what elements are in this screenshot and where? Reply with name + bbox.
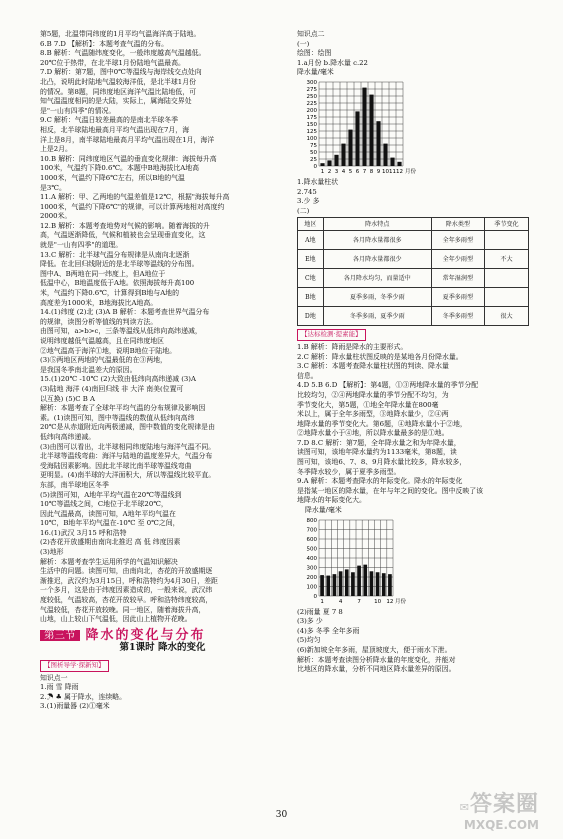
y-tick-label: 300 <box>306 565 317 572</box>
text-line: 低纬向高纬递减。 <box>40 432 96 441</box>
text-line: 解析：本题考查读图分析降水量的年度变化，并能对 <box>297 655 456 664</box>
text-line: 季节变化大，第5题，①地全年降水量在800毫 <box>297 400 439 409</box>
x-axis-label: 月份 <box>405 168 417 175</box>
text-line: 2.☂ ♣ 属于降水，连续略。 <box>40 692 127 701</box>
text-line: 6.B 7.D 【解析】：本题考查气温的分布。 <box>40 39 169 48</box>
precip-bar <box>382 573 386 596</box>
text-line: 7.D 解析：第7题，图中0℃等温线与海岸线交点处向 <box>40 68 202 77</box>
y-tick-label: 400 <box>306 555 317 562</box>
text-line: 读图可知，该地年降水量约为1133毫米，第8题，读 <box>297 448 457 457</box>
text-line: 知气温温度相同的是大陆，实际上，属海陆交界处 <box>40 97 192 106</box>
table-header: 季节变化 <box>484 218 528 231</box>
table-cell: 常年湿润型 <box>431 269 484 288</box>
table-cell: 各月降水量都很少 <box>323 250 431 269</box>
table-header: 降水类型 <box>431 218 484 231</box>
table-row <box>298 269 529 288</box>
text-line: 1.B 解析：降雨是降水的主要形式。 <box>297 342 408 351</box>
precip-bar <box>355 111 359 166</box>
y-tick-label: 125 <box>306 128 317 135</box>
text-line: 1.a月份 b.降水量 c.22 <box>297 58 368 67</box>
precipitation-bar-chart <box>297 516 407 608</box>
text-line: 低温中心，B地温度低于A地。依照海拔每升高100 <box>40 279 195 288</box>
text-line: 说明纬度越低气温越高，且在同纬度地区 <box>40 337 165 345</box>
text-line: 3.C 解析：本题考查降水量柱状图的判读、降水量 <box>297 362 449 371</box>
y-tick-label: 200 <box>306 107 317 114</box>
text-line: 生活中的问题。读图可知，由南向北，杏花的开放盛期逐 <box>40 567 213 576</box>
table-cell: D地 <box>298 307 324 326</box>
guide-tag: 【图析导学·探新知】 <box>40 660 109 672</box>
table-row <box>298 250 529 269</box>
text-line: 知识点一 <box>40 673 68 682</box>
text-line: 20℃位于热带，在北半球1月份陆地气温最高。 <box>40 58 185 67</box>
text-line: 20℃是从赤道附近向两极递减，图中数值的变化规律是由 <box>40 423 215 432</box>
x-tick-label: 3 <box>334 168 339 175</box>
precip-bar <box>369 95 373 166</box>
text-line: 一个多月，这是由于纬度因素造成的，一般来说，武汉纬 <box>40 586 213 595</box>
text-line: 解析：本题考查学生运用所学的气温知识解决 <box>40 557 178 566</box>
text-line: 就是"一山有四季"的道理。 <box>40 241 123 250</box>
table-row <box>298 231 529 250</box>
x-tick-label: 12 <box>386 598 394 605</box>
table-cell: 不大 <box>484 250 528 269</box>
text-line: 受海陆因素影响。因此北半球比南半球等温线弯曲 <box>40 461 192 470</box>
precip-bar <box>341 144 345 166</box>
precip-bar <box>397 162 401 166</box>
y-tick-label: 0 <box>313 593 317 600</box>
text-line: 的情况。第8题，同纬度地区海洋气温比陆地低，可 <box>40 87 196 96</box>
precip-bar <box>327 160 331 166</box>
table-cell <box>484 231 528 250</box>
text-line: 1.雨 雪 降雨 <box>40 683 79 692</box>
text-line: 10℃等温线之间，C地位于北半球20℃， <box>40 500 168 509</box>
text-line: 洋上是8月，南半球陆地最高月平均气温出现在1月，海洋 <box>40 135 215 144</box>
precip-bar <box>333 574 337 596</box>
x-tick-label: 11 <box>389 168 396 175</box>
lesson-title: 第1课时 降水的变化 <box>119 642 206 654</box>
x-tick-label: 6 <box>355 168 360 175</box>
text-line: 15.(1)20℃ -10℃ (2)大致由低纬向高纬递减 (3)A <box>40 375 196 384</box>
text-line: 13.C 解析：北半球气温分布规律是从南向北逐渐 <box>40 250 190 259</box>
text-line: 14.(1)纬度 (2)北 (3)A B 解析：本题考查世界气温分布 <box>40 308 210 317</box>
y-tick-label: 800 <box>306 517 317 524</box>
precip-bar <box>363 564 367 595</box>
text-line: 相反，北半球陆地最高月平均气温出现在7月，海 <box>40 125 190 134</box>
text-line: (3)⑤两地区两地的气温最低的在③两地， <box>40 356 167 365</box>
table-cell: 全年多雨型 <box>431 231 484 250</box>
x-tick-label: 10 <box>382 168 389 175</box>
table-cell: A地 <box>298 231 324 250</box>
text-line: 3.少 多 <box>297 197 320 206</box>
text-line: 由图可知，a>b>c，三条等温线从低纬向高纬递减， <box>40 327 202 336</box>
table-header: 降水特点 <box>323 218 431 231</box>
text-line: 度较低，气温较高，杏花开放较早。呼和浩特纬度较高， <box>40 596 213 605</box>
text-line: (4)多 冬季 全年多雨 <box>297 626 360 635</box>
y-tick-label: 0 <box>313 163 317 170</box>
table-cell: 夏季多雨，冬季少雨 <box>323 288 431 307</box>
text-line: 11.A 解析：甲、乙两地的气温差值是12℃，根据"海拔每升高 <box>40 193 230 202</box>
assessment-tag: 【达标检测·提素能】 <box>297 329 366 341</box>
text-line: 渐推迟，武汉约为3月15日，呼和浩特约为4月30日，差距 <box>40 576 218 585</box>
text-line: 第5题，北温带同纬度的1月平均气温海洋高于陆地。 <box>40 30 201 38</box>
text-line: 1000米，气温约下降6℃"的规律，可以计算两地相对高度约 <box>40 202 225 211</box>
text-line: 100米，气温约下降0.6℃。本题中B地海拔比A地高 <box>40 164 199 173</box>
text-line: 东部，南半球地区冬季 <box>40 480 109 489</box>
text-line: 解析：本题考查了全球年平均气温的分布规律及影响因 <box>40 404 206 413</box>
x-tick-label: 7 <box>362 168 367 175</box>
text-line: 信息。 <box>297 371 318 380</box>
text-line: 图可知，该地6、7、8、9月降水量比较多，降水较多， <box>297 458 467 467</box>
y-tick-label: 100 <box>306 135 317 142</box>
y-tick-label: 700 <box>306 527 317 534</box>
text-line: (3)多 少 <box>297 617 323 626</box>
text-line: (3)由图可以看出，北半球相同纬度陆地与海洋气温不同。 <box>40 442 216 451</box>
text-line: (3)陆地 海洋 (4)南回归线 非 大洋 南美(位置可 <box>40 384 184 393</box>
watermark-logo: ✉答案圈 MXQE.COM <box>459 792 539 832</box>
text-line: 3.(1)雨量器 (2)①毫米 <box>40 702 110 711</box>
page-number: 30 <box>275 810 288 820</box>
y-tick-label: 50 <box>310 149 317 156</box>
text-line: 9.C 解析：气温日较差最高的是南北半球冬季 <box>40 116 179 125</box>
y-tick-label: 500 <box>306 546 317 553</box>
precipitation-type-table <box>297 217 529 326</box>
text-line: 米以上，属于全年多雨型，③地降水量少，②④两 <box>297 410 449 419</box>
precip-bar <box>326 575 330 595</box>
precipitation-bar-chart <box>297 78 417 178</box>
table-cell: C地 <box>298 269 324 288</box>
text-line: 冬季降水较少，属于夏季多雨型。 <box>297 467 401 476</box>
section-number: 第三节 <box>40 630 80 642</box>
precip-bar <box>348 130 352 166</box>
chart-y-label: 降水量/毫米 <box>305 506 342 515</box>
text-line: 北凸，说明此时陆地气温较海洋低，是北半球1月份 <box>40 77 196 86</box>
text-line: (5)均匀 <box>297 636 321 645</box>
y-tick-label: 300 <box>306 79 317 86</box>
text-line: (3)地形 <box>40 548 64 557</box>
text-line: 绘图：绘图 <box>297 49 332 58</box>
x-axis-label: 月份 <box>395 598 407 605</box>
table-header: 地区 <box>298 218 324 231</box>
text-line: 10℃，B地年平均气温在-10℃ 至 0℃之间， <box>40 519 180 528</box>
x-tick-label: 10 <box>374 598 382 605</box>
table-cell <box>484 288 528 307</box>
text-line: (6)新加坡全年多雨，屋顶坡度大，便于雨水下泄。 <box>297 646 452 654</box>
text-line: 2000米。 <box>40 212 72 221</box>
x-tick-label: 12 <box>396 168 403 175</box>
text-line: 知识点二 <box>297 30 325 38</box>
y-tick-label: 75 <box>310 142 317 149</box>
text-line: (2)杏花开放盛期由南向北推迟 高 低 纬度因素 <box>40 538 181 547</box>
table-cell: 各月降水量都很多 <box>323 231 431 250</box>
watermark-line2: MXQE.COM <box>463 818 539 832</box>
precip-bar <box>388 574 392 596</box>
text-line: 上是2月。 <box>40 145 72 154</box>
y-tick-label: 200 <box>306 574 317 581</box>
text-line: 4.D 5.B 6.D 【解析】：第4题，①③两地降水量的季节分配 <box>297 381 479 390</box>
text-line: 是我国冬季南北温差大的原因。 <box>40 365 137 374</box>
text-line: 更明显。(4)南半球的大洋面积大，所以等温线比较平直。 <box>40 471 216 480</box>
precip-bar <box>383 144 387 166</box>
text-line: 北半球等温线弯曲：海洋与陆地的温度差异大，气温分布 <box>40 452 213 461</box>
text-line: 图中A、B两地在同一纬度上，但A地位于 <box>40 269 166 278</box>
watermark-line1: 答案圈 <box>469 792 539 817</box>
precip-bar <box>320 163 324 166</box>
text-line: 降水量/毫米 <box>297 68 334 77</box>
table-cell: E地 <box>298 250 324 269</box>
precip-bar <box>351 572 355 596</box>
table-cell: 各月降水均匀，而量适中 <box>323 269 431 288</box>
text-line: 的规律，读图分析等值线的判读方法。 <box>40 317 158 326</box>
text-line: (5)读图可知，A地年平均气温在20℃等温线到 <box>40 490 182 499</box>
table-row <box>298 307 529 326</box>
precip-bar <box>390 158 394 166</box>
text-line: (一) <box>297 39 310 48</box>
text-line: 以互换) (5)C B A <box>40 394 96 403</box>
text-line: 高度差为1000米，B地海拔比A地高。 <box>40 298 158 307</box>
section-banner <box>40 627 285 643</box>
text-line: 1.降水量柱状 <box>297 177 339 186</box>
text-line: 16.(1)武汉 3月15 呼和浩特 <box>40 528 127 537</box>
precip-bar <box>357 565 361 595</box>
precip-bar <box>320 575 324 596</box>
text-line: 7.D 8.C 解析：第7题，全年降水量之和为年降水量， <box>297 438 461 447</box>
table-cell <box>484 269 528 288</box>
left-column <box>40 30 285 712</box>
table-cell: 冬季多雨，夏季少雨 <box>323 307 431 326</box>
precip-bar <box>334 155 338 166</box>
text-line: ②地气温高于海洋①地，说明B地位于陆地。 <box>40 346 176 355</box>
precip-bar <box>370 571 374 596</box>
text-line: 比较均匀，②④两地降水量的季节分配不均匀，为 <box>297 390 449 399</box>
table-row <box>298 288 529 307</box>
y-tick-label: 600 <box>306 536 317 543</box>
text-line: (二) <box>297 206 310 215</box>
text-line: 高，气温逐渐降低，气候和植被也会呈现垂直变化，这 <box>40 231 206 240</box>
text-line: 12.B 解析：本题考查地势对气候的影响。随着海拔的升 <box>40 221 210 230</box>
y-tick-label: 25 <box>310 156 317 163</box>
table-cell: 很大 <box>484 307 528 326</box>
table-cell: 冬季多雨型 <box>431 307 484 326</box>
section-title: 降水的变化与分布 <box>85 627 206 643</box>
y-tick-label: 225 <box>306 100 317 107</box>
text-line: 2.745 <box>297 187 317 196</box>
text-line: ②地降水量小于④地，所以降水量最多的是①地。 <box>297 429 449 438</box>
precip-bar <box>345 569 349 596</box>
y-tick-label: 250 <box>306 93 317 100</box>
text-line: 山地，山上较山下气温低，因此山上植物开花晚。 <box>40 615 192 624</box>
x-tick-label: 1 <box>320 168 325 175</box>
y-tick-label: 175 <box>306 114 317 121</box>
text-line: 气温较低，杏花开放较晚。同一地区，随着海拔升高， <box>40 605 206 614</box>
precip-bar <box>339 571 343 596</box>
x-tick-label: 9 <box>376 168 381 175</box>
text-line: 9.A 解析：本题考查降水的年际变化。降水的年际变化 <box>297 477 463 486</box>
precip-bar <box>362 88 366 166</box>
text-line: 地降水量的季节变化大。第6题，④地降水量小于②地， <box>297 419 467 428</box>
x-tick-label: 7 <box>357 598 361 605</box>
text-line: 2.C 解析：降水量柱状图反映的是某地各月份降水量。 <box>297 352 463 361</box>
x-tick-label: 4 <box>341 168 346 175</box>
table-cell: 全年少雨型 <box>431 250 484 269</box>
text-line: 米，气温约下降0.6℃，计算得到B地与A地的 <box>40 289 179 298</box>
text-line: 因此气温最高，读图可知，A地年平均气温在 <box>40 509 176 518</box>
text-line: 素。(1)读图可知，图中等温线的数值从低纬向高纬 <box>40 413 195 422</box>
x-tick-label: 8 <box>369 168 374 175</box>
precip-bar <box>376 121 380 166</box>
table-cell: 夏季多雨型 <box>431 288 484 307</box>
text-line: (2)雨量 夏 7 8 <box>297 607 343 616</box>
x-tick-label: 4 <box>338 598 343 605</box>
text-line: 1000米，气温约下降6℃左右，所以B地的气温 <box>40 173 185 182</box>
table-cell: B地 <box>298 288 324 307</box>
text-line: 是3℃。 <box>40 183 66 192</box>
x-tick-label: 2 <box>327 168 332 175</box>
x-tick-label: 5 <box>348 168 353 175</box>
y-tick-label: 150 <box>306 121 317 128</box>
precip-bar <box>376 572 380 596</box>
text-line: 地降水的年际变化大。 <box>297 496 366 505</box>
text-line: 是"一山有四季"的情况。 <box>40 106 116 115</box>
y-tick-label: 275 <box>306 86 317 93</box>
y-tick-label: 100 <box>306 584 317 591</box>
right-column <box>297 30 532 675</box>
text-line: 8.B 解析：气温随纬度变化，一般纬度越高气温越低。 <box>40 49 206 58</box>
x-tick-label: 1 <box>320 598 324 605</box>
text-line: 10.B 解析：同纬度地区气温的垂直变化规律：海拔每升高 <box>40 154 217 163</box>
text-line: 是指某一地区的降水量，在年与年之间的变化。图中反映了该 <box>297 486 484 495</box>
text-line: 降低。在北回归线附近的是北半球等温线的分布图。 <box>40 260 199 269</box>
text-line: 比地区的降水量，分析不同地区降水量差异的原因。 <box>297 665 456 674</box>
